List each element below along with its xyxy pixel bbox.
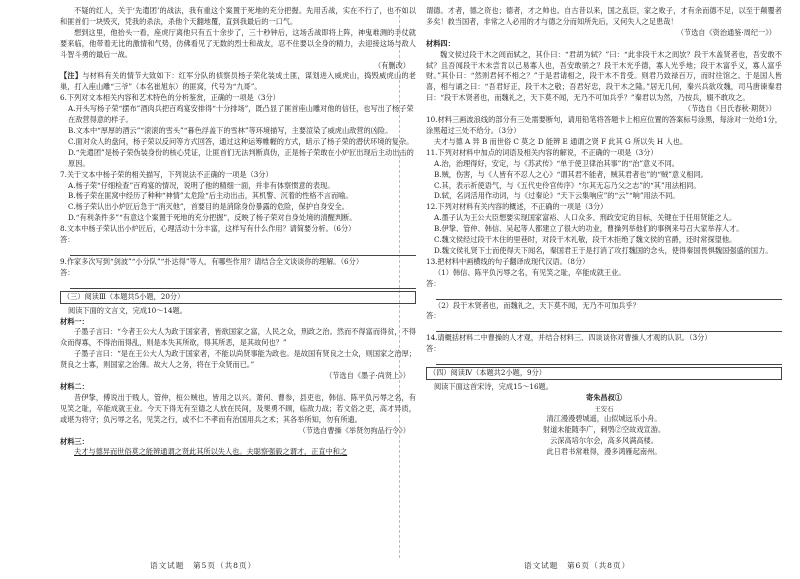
answer-label: 答：: [426, 344, 441, 354]
question-6-option-c: C.面对众人的盘问，杨子荣以反问等方式回答，通过这种运筹帷幄的方式，暗示了杨子荣的潜伏环境的复杂。: [68, 136, 414, 146]
question-6-option-a: A.开头写杨子荣“摆布”酒肉兵把百鸡宴安排得“十分排场”，既凸显了匪首座山雕对他的信任，也写出了杨子荣在敌营得意的样子。: [68, 104, 414, 125]
answer-line[interactable]: [436, 355, 782, 365]
material-2-label: 材料二：: [60, 382, 89, 391]
annotation-note: [60, 71, 416, 93]
answer-line[interactable]: [436, 290, 782, 300]
section-title: （四）阅读Ⅳ（本题共2小题，9分）: [429, 368, 546, 378]
question-7-option-b: B.杨子荣在匪窝中经历了种种“神情”太危险“后主动出击，其机警、沉着的性格不言而喻。: [68, 191, 353, 201]
material-1-source: （节选自《墨子·尚贤上》）: [325, 371, 410, 381]
poem-line: 云深高培尔尔会，高多风满高楼。: [550, 435, 658, 445]
answer-line[interactable]: [70, 246, 416, 256]
question-11-stem: 11.下列对材料中加点的词语及相关内容的解说，不正确的一项是（3分）: [426, 147, 658, 157]
material-1-paragraph: 子墨子言曰：“是在王公大人为政于国家者，不能以尚贤事能为政也。是故国有贤良之士众，则国家之治厚；贤良之士寡，则国家之治薄。故大人之务，将在于众贤而已。”: [60, 349, 416, 370]
poem-line: 清江漫漫碧城遥，山似城远乐小舟。: [546, 413, 662, 423]
answer-label: 答：: [60, 267, 75, 277]
question-12-option-d: D.魏文侯礼贤下士而使得天下闻名，秦国君王于是打消了攻打魏国的念头，使得秦国畏惧魏国强盛的国力。: [434, 245, 773, 255]
answer-label: 答：: [426, 278, 441, 288]
page-footer-right: 语文试题 第6页（共8页）: [524, 561, 631, 570]
question-11-option-a: A.治，治理得好，安定，与《苏武传》“单于使卫律治其事”的“治”意义不同。: [434, 158, 679, 168]
question-7-option-c: C.杨子荣认出小炉匠后急于“消灭他”，首要目的是消除身份暴露的危险，保护自身安全。: [68, 202, 349, 212]
question-7-option-d: D.“有利条件多”“有意这个案置于死地的充分把握”，反映了杨子荣对自身处境的清醒判断。: [68, 213, 357, 223]
question-11-option-c: C.其，表示祈使语气，与《五代史伶官传序》“尔其无忘乃父之志”的“其”用法相同。: [434, 180, 701, 190]
question-12-stem: 12.下列对材料有关内容的概述，不正确的一项是（3分）: [426, 202, 608, 212]
material-3-paragraph: [60, 447, 416, 458]
section-title: （三）阅读Ⅲ（本题共5小题，20分）: [63, 291, 185, 301]
material-2-source: （节选自曹操《举贤勿拘品行令》）: [298, 425, 410, 435]
section-4-header: [426, 367, 782, 380]
material-1-label: 材料一：: [60, 316, 89, 326]
question-6-option-d: D.“先遣团”是杨子荣伪装身份的核心凭证，让匪首们无法判断真伪，正是杨子荣敢在小炉匠出现后主动出击的原因。: [68, 147, 414, 168]
question-11-option-b: B.贼，伤害，与《人皆有不忍人之心》“谓其君不能者，贼其君者也”的“贼”意义相同。: [434, 169, 708, 179]
material-2-paragraph: 昔伊挚，傅说出于贱人，管仲，桓公贼也，皆用之以兴。萧何、曹参，县吏也，韩信、陈平负污辱之名，有见笑之耻，卒能成就王业。今天下得无有至德之人放在民间，及果勇不顾，临敌力战；若文俗之吏，高才异质，或堪为将守；负污辱之名，见笑之行，或不仁不孝而有治国用兵之术；其各举所知，勿有所遗。: [60, 392, 416, 424]
material-3-source: （节选自《资治通鉴·周纪一》）: [676, 27, 776, 37]
material-1-paragraph: 子墨子言曰：“今者王公大人为政于国家者，皆欲国家之富，人民之众，刑政之治。然而不得富而得贫，不得众而得寡，不得治而得乱，则是本失其所欲，得其所恶，是其故何也？”: [60, 327, 416, 348]
question-12-option-b: B.伊挚、管仲、韩信、吴起等人都建立了很大的功业，曹操列举他们的事例来号召大家举荐人才。: [434, 224, 744, 234]
poem-author: 王安石: [594, 404, 614, 413]
poem-line: 此日君书常难得，漫多鸿雁起南州。: [546, 446, 662, 456]
question-9: 9.作家多次写到“剑波”“小分队”“扑达得”等人，有哪些作用？请结合全文谈谈你的理解。（6分）: [60, 256, 364, 266]
page-footer-left: 语文试题 第5页（共8页）: [150, 561, 257, 570]
poem-title: 寄朱昌叔①: [586, 393, 622, 402]
note-label: 【注】: [60, 71, 83, 81]
answer-label: 答：: [426, 311, 441, 321]
source-note: （有删改）: [374, 60, 410, 70]
text-paragraph: 想到这里，他抬头一看，座虎厅离他只有五十余步了，三十秒钟后，这场舌战即将上阵，神鬼难测的手仗就要来临，他带着无比的激情和气势，仿佛看见了无数的烈士和战友，忍不住要以全身的精力，去迎接这场与敌人斗智斗勇的最后一战。: [60, 27, 416, 59]
question-11-option-d: D.轼，名词活用作动词，与《过秦论》“天下云集响应”的“云”“响”用法不同。: [434, 191, 680, 201]
poem-line: 射道未能随李广，刺鸮②空故戏宣游。: [542, 424, 666, 434]
left-page: [60, 6, 416, 458]
question-7-stem: 7.关于文本中杨子荣的相关描写，下列说法不正确的一项是（3分）: [60, 169, 273, 179]
section-intro: 阅读下面的文言文，完成10～14题。: [68, 305, 187, 315]
answer-line[interactable]: [70, 279, 416, 289]
question-13-part-1: （1）韩信、陈平负污辱之名，有见笑之耻，卒能成就王业。: [434, 267, 626, 277]
question-13-part-2: （2）段干木贤者也，而魏礼之，天下莫不闻，无乃不可加兵乎？: [434, 300, 640, 310]
question-6-stem: 6.下列对文本相关内容和艺术特色的分析鉴赏，正确的一项是（3分）: [60, 93, 280, 103]
question-6-option-b: B.文本中“厚厚的酒云”“滚滚的雪头”“暮色浮盖下的雪林”等环境描写，主要渲染了威虎山敌营的凶险。: [68, 125, 393, 135]
material-3-continued: 谓德。才者，德之资也；德者，才之帅也。自古昔以来，国之乱臣，家之败子，才有余而德不足，以至于颠覆者多矣！救当国者，非常之人必用的才与德之分而知所先后，又何失人之足患哉！: [426, 6, 782, 26]
material-4-paragraph: 魏文侯过段干木之闾而轼之，其仆曰：“君胡为轼？”曰：“此非段干木之闾欤？段干木盖贤者也，吾安敢不轼？且吾闻段干木未尝肯以己易寡人也，吾安敢骄之？段干木光乎德，寡人光乎地；段干木富乎义，寡人富乎财。”其仆曰：“然则君何不相之？”于是君请相之，段干木不肯受。则君乃致禄百万，而时往馆之。于是国人皆喜，相与诵之曰：“吾君好正，段干木之敬；吾君好忠，段干木之隆。”居无几何，秦兴兵欲攻魏，司马唐谏秦君曰：“段干木贤者也，而魏礼之，天下莫不闻，无乃不可加兵乎？”秦君以为然，乃按兵，辍不敢攻之。: [426, 49, 782, 103]
text-paragraph: 不疑的红人，关于‘先遣团’的战法，我有重这个案置于死地的充分把握。先用舌战，实在不行了，也不如以和匪首们一块毁灭，凭我的杀法，杀他个天翻地覆，直到我最后的一口气。: [60, 6, 416, 26]
note-text: 与材料有关的情节大致如下：红军分队的侦察员杨子荣化装成土匪，谋划进入威虎山，捣毁威虎山的老巢，打入座山雕“三爷”（本名崔旭东）的匪窝，代号为“九哥”。: [60, 71, 416, 92]
question-14: 14.请概括材料二中曹操的人才观，并结合材料三、四谈谈你对曹操人才观的认识。（3分）: [426, 333, 712, 343]
section-intro: 阅读下面这首宋诗，完成15～16题。: [434, 382, 553, 392]
question-10: 10.材料三画波浪线的部分有三处需要断句，请用铅笔将答题卡上相应位置的答案标号涂黑，每涂对一处给1分，涂黑超过三处不给分。（3分）: [426, 115, 782, 135]
question-8: 8.文本中杨子荣认出小炉匠后，心理活动十分丰富，这样写有什么作用？请简要分析。（6分）: [60, 224, 356, 234]
question-10-sentence: 夫才与德 A 异 B 而世俗 C 莫之 D 能辨 E 通谓之贤 F 此其 G 所以失 H 人也。: [434, 136, 688, 146]
material-4-source: （节选自《吕氏春秋·期贤》）: [683, 104, 776, 114]
question-7-option-a: A.杨子荣“仔细检查”百鸡宴的情况，说明了他的精细一面，并非有体察惯意的表现。: [68, 180, 335, 190]
material-3-label: 材料三：: [60, 436, 89, 446]
section-3-header: [60, 291, 416, 304]
answer-label: 答：: [60, 235, 75, 245]
answer-line[interactable]: [436, 322, 782, 332]
right-page: [426, 6, 782, 458]
question-12-option-a: A.墨子认为王公大臣想要实现国家富裕、人口众多、刑政安定的目标，关键在于任用贤能之人。: [434, 213, 737, 223]
material-4-label: 材料四：: [426, 38, 455, 48]
question-12-option-c: C.魏文侯经过段干木住的里巷时，对段干木礼敬，段干木拒绝了魏文侯的官爵，还时常探望他。: [434, 235, 737, 245]
question-13: 13.把材料中画横线的句子翻译成现代汉语。（8分）: [426, 256, 590, 266]
wavy-underlined-text: 夫才与德异而世俗莫之能辨通谓之贤此其所以失人也。夫聪察强毅之谓才，正直中和之: [74, 447, 348, 457]
